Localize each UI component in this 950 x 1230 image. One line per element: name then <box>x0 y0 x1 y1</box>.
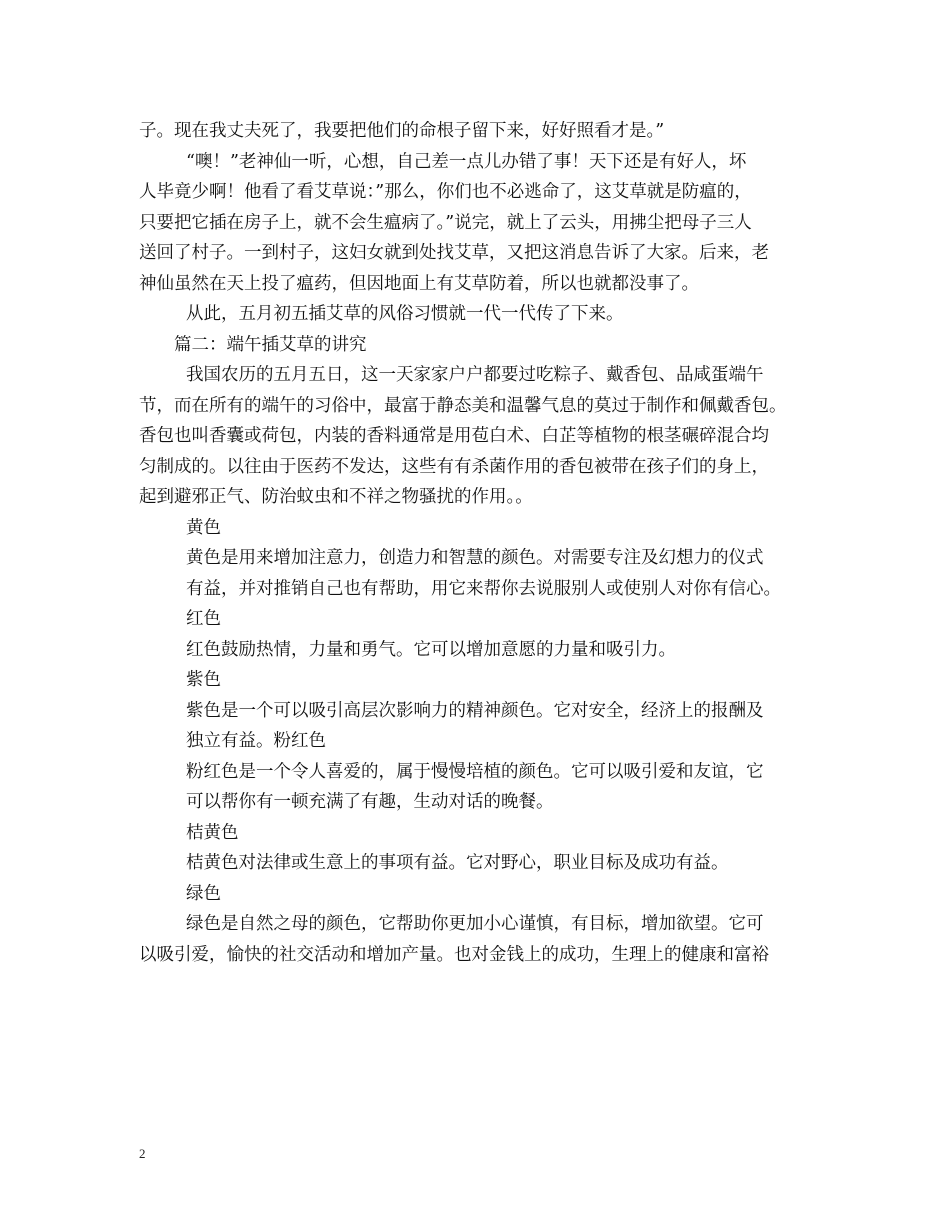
text-line: 黄色 <box>186 517 221 538</box>
text-line: 红色鼓励热情，力量和勇气。它可以增加意愿的力量和吸引力。 <box>186 639 676 660</box>
text-line: 香包也叫香囊或荷包，内装的香料通常是用苞白术、白芷等植物的根茎碾碎混合均 <box>139 426 769 446</box>
text-line: 紫色 <box>186 670 221 690</box>
page-number: 2 <box>139 1146 146 1161</box>
text-line: 篇二：端午插艾草的讲究 <box>174 334 367 355</box>
text-line: 绿色 <box>186 883 221 904</box>
text-line: 节，而在所有的端午的习俗中，最富于静态美和温馨气息的莫过于制作和佩戴香包。 <box>139 395 787 416</box>
text-line: 粉红色是一个令人喜爱的，属于慢慢培植的颜色。它可以吸引爱和友谊，它 <box>186 761 764 782</box>
text-line: 只要把它插在房子上，就不会生瘟病了。”说完，就上了云头，用拂尘把母子三人 <box>139 212 752 233</box>
text-line: 子。现在我丈夫死了，我要把他们的命根子留下来，好好照看才是。” <box>139 121 665 141</box>
text-line: 绿色是自然之母的颜色，它帮助你更加小心谨慎，有目标，增加欲望。它可 <box>186 914 764 934</box>
text-line: 红色 <box>186 609 221 629</box>
text-line: 独立有益。粉红色 <box>186 731 326 751</box>
page-body <box>139 116 819 970</box>
text-line: 我国农历的五月五日，这一天家家户户都要过吃粽子、戴香包、品咸蛋端午 <box>186 365 764 385</box>
text-line: 以吸引爱，愉快的社交活动和增加产量。也对金钱上的成功，生理上的健康和富裕 <box>139 944 769 965</box>
text-line: 起到避邪正气、防治蚊虫和不祥之物骚扰的作用。。 <box>139 487 533 507</box>
text-line: 神仙虽然在天上投了瘟药，但因地面上有艾草防着，所以也就都没事了。 <box>139 273 699 294</box>
text-line: 桔黄色 <box>186 822 239 843</box>
text-line: 匀制成的。以往由于医药不发达，这些有有杀菌作用的香包被带在孩子们的身上， <box>139 456 769 477</box>
text-line: “噢！”老神仙一听，心想，自己差一点儿办错了事！天下还是有好人，坏 <box>186 151 747 172</box>
text-line: 送回了村子。一到村子，这妇女就到处找艾草，又把这消息告诉了大家。后来，老 <box>139 243 769 263</box>
text-line: 可以帮你有一顿充满了有趣，生动对话的晚餐。 <box>186 792 554 812</box>
text-line: 桔黄色对法律或生意上的事项有益。它对野心，职业目标及成功有益。 <box>186 853 729 873</box>
text-line: 有益，并对推销自己也有帮助，用它来帮你去说服别人或使别人对你有信心。 <box>186 578 781 599</box>
text-line: 人毕竟少啊！他看了看艾草说：”那么，你们也不必逃命了，这艾草就是防瘟的， <box>139 182 752 202</box>
text-line: 黄色是用来增加注意力，创造力和智慧的颜色。对需要专注及幻想力的仪式 <box>186 548 764 568</box>
text-line: 从此，五月初五插艾草的风俗习惯就一代一代传了下来。 <box>186 304 624 324</box>
text-line: 紫色是一个可以吸引高层次影响力的精神颜色。它对安全，经济上的报酬及 <box>186 700 764 721</box>
